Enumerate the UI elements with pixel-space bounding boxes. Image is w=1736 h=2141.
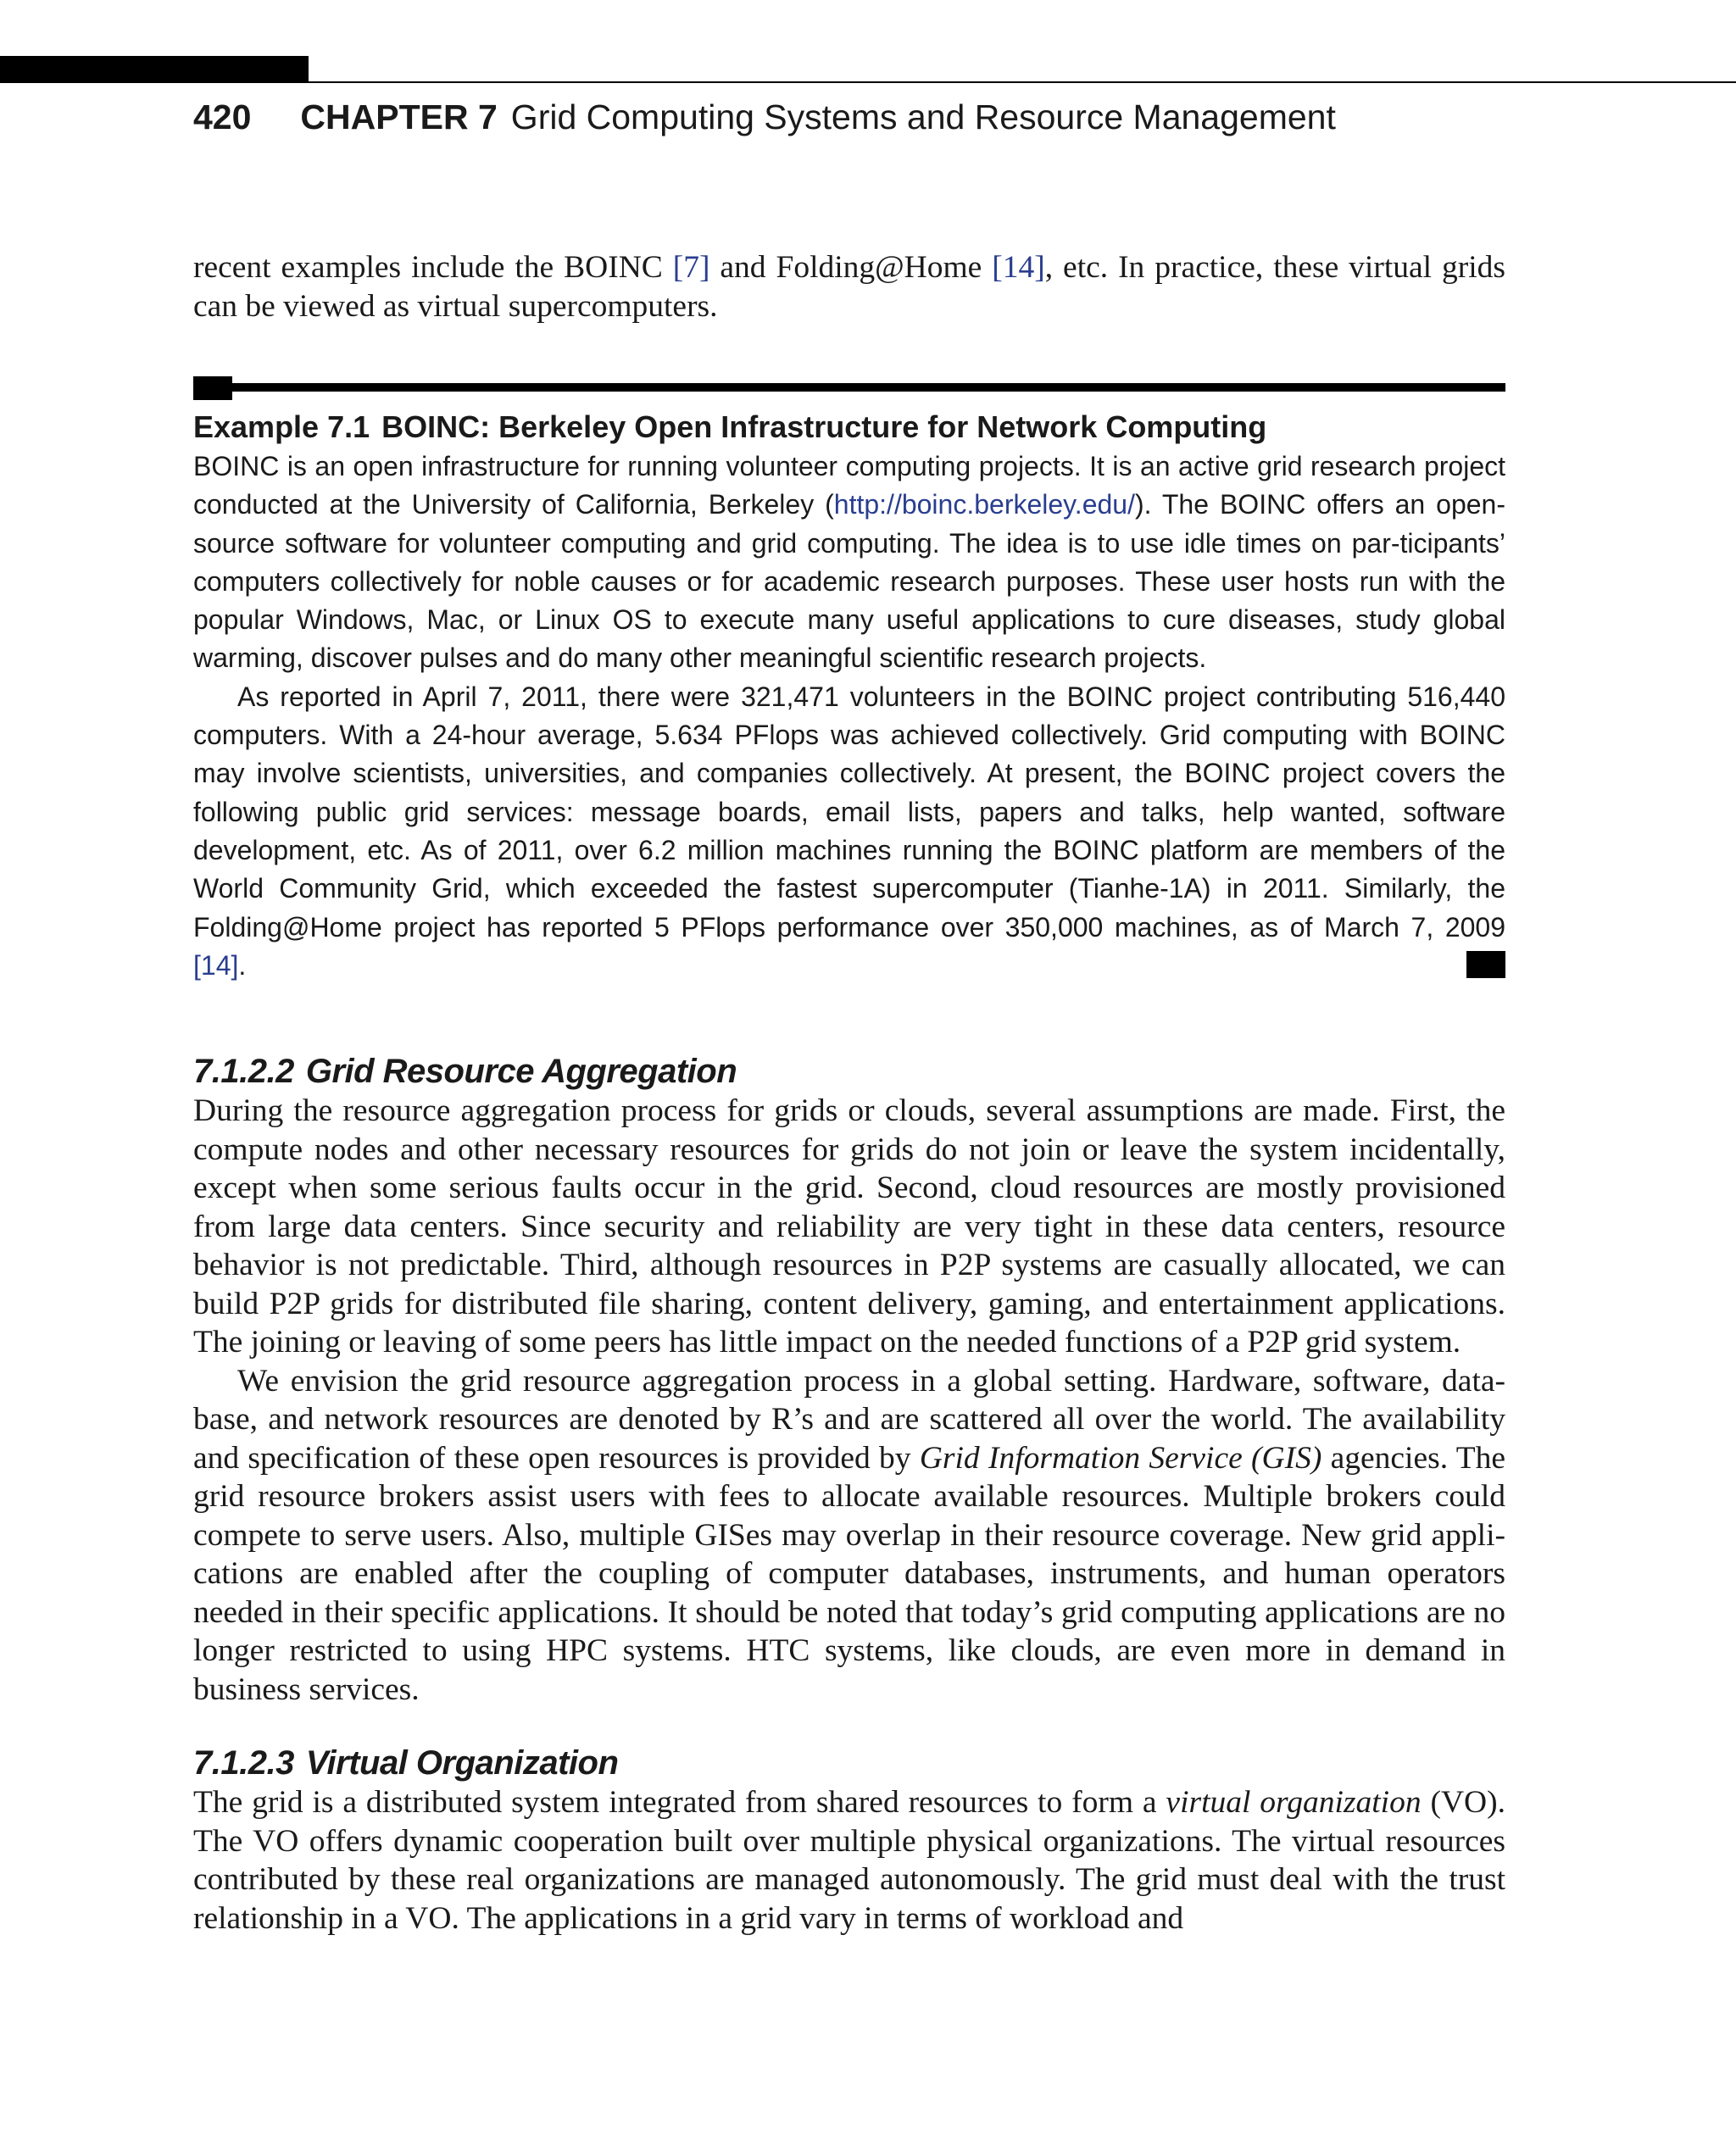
page-number: 420 bbox=[193, 97, 252, 136]
chapter-title: Grid Computing Systems and Resource Management bbox=[510, 97, 1336, 136]
boinc-url-link[interactable]: http://boinc.berkeley.edu/ bbox=[833, 489, 1135, 520]
section-heading-7-1-2-3 bbox=[193, 1739, 618, 1787]
section-7-1-2-3-body bbox=[193, 1783, 1505, 1938]
example-paragraph-2: As reported in April 7, 2011, there were 321,471 volunteers in the BOINC project contributing 516,440 computers. With a 24-hour average, 5.634 PFlops was achieved collectively. Grid computing with BOINC may involve scientists, universities, and companies collectively. At present, the BOINC project covers the following public grid services: message boards, email lists, papers and talks, help wanted, software development, etc. As of 2011, over 6.2 million machines running the BOINC platform are members of the World Community Grid, which exceeded the fastest supercomputer (Tianhe-1A) in 2011. Similarly, the Folding@Home project has reported 5 PFlops performance over 350,000 machines, as of March 7, 2009 [14]. bbox=[193, 681, 1505, 981]
section-number: 7.1.2.2 bbox=[193, 1053, 294, 1090]
example-rule bbox=[193, 383, 1505, 392]
paragraph: During the resource aggregation process for grids or clouds, several assumptions are made. First, the compute nodes and other necessary resources for grids do not join or leave the system incidentally, except when some serious faults occur in the grid. Second, cloud resources are mostly provisioned from large data centers. Since security and reliability are very tight in these data centers, resource behavior is not predictable. Third, although resources in P2P systems are casually allocated, we can build P2P grids for distributed file sharing, content delivery, gaming, and entertainment applications. The joining or leaving of some peers has little impact on the needed functions of a P2P grid system. bbox=[193, 1093, 1505, 1360]
section-number: 7.1.2.3 bbox=[193, 1744, 294, 1782]
citation-link[interactable]: [14] bbox=[193, 949, 239, 981]
example-paragraph-1: BOINC is an open infrastructure for running volunteer computing projects. It is an active grid research project conducted at the University of California, Berkeley (http://boinc.berkeley.edu/). The BOINC offers an open-source software for volunteer computing and grid computing. The idea is to use idle times on par-ticipants’ computers collectively for noble causes or for academic research purposes. These user hosts run with the popular Windows, Mac, or Linux OS to execute many useful applications to cure diseases, study global warming, discover pulses and do many other meaningful scientific research projects. bbox=[193, 451, 1505, 674]
header-bar-block bbox=[0, 56, 309, 83]
citation-link[interactable]: [14] bbox=[992, 250, 1045, 285]
paragraph: The grid is a distributed system integrated from shared resources to form a virtual organization (VO). The VO offers dynamic cooperation built over multiple physical organizations. The virtual resources contributed by these real organizations are managed autonomously. The grid must deal with the trust relationship in a VO. The applications in a grid vary in terms of workload and bbox=[193, 1785, 1506, 1936]
section-title: Grid Resource Aggregation bbox=[305, 1053, 737, 1090]
example-label: Example 7.1 bbox=[193, 409, 370, 444]
section-title: Virtual Organization bbox=[305, 1744, 619, 1782]
running-head bbox=[193, 92, 1336, 142]
header-rule bbox=[309, 81, 1736, 83]
emphasis: Grid Information Service (GIS) bbox=[919, 1440, 1322, 1476]
paragraph: We envision the grid resource aggregation process in a global setting. Hardware, software, data-base, and network resources are denoted by R’s and are scattered all over the world. The availability and specification of these open resources is provided by Grid Information Service (GIS) agencies. The grid resource brokers assist users with fees to allocate available resources. Multiple brokers could compete to serve users. Also, multiple GISes may overlap in their resource coverage. New grid appli-cations are enabled after the coupling of computer databases, instruments, and human operators needed in their specific applications. It should be noted that today’s grid computing applications are no longer restricted to using HPC systems. HTC systems, like clouds, are even more in demand in business services. bbox=[193, 1363, 1505, 1707]
section-heading-7-1-2-2 bbox=[193, 1048, 737, 1095]
example-body bbox=[193, 448, 1505, 985]
example-title-text: BOINC: Berkeley Open Infrastructure for Network Computing bbox=[381, 409, 1267, 444]
example-end-marker bbox=[1466, 951, 1505, 978]
example-title bbox=[193, 405, 1266, 449]
intro-paragraph: recent examples include the BOINC [7] and Folding@Home [14], etc. In practice, these virtual grids can be viewed as virtual supercomputers. bbox=[193, 250, 1505, 324]
citation-link[interactable]: [7] bbox=[672, 250, 710, 285]
emphasis: virtual organization bbox=[1166, 1785, 1422, 1820]
section-7-1-2-2-body bbox=[193, 1092, 1505, 1709]
chapter-label: CHAPTER 7 bbox=[300, 97, 498, 136]
